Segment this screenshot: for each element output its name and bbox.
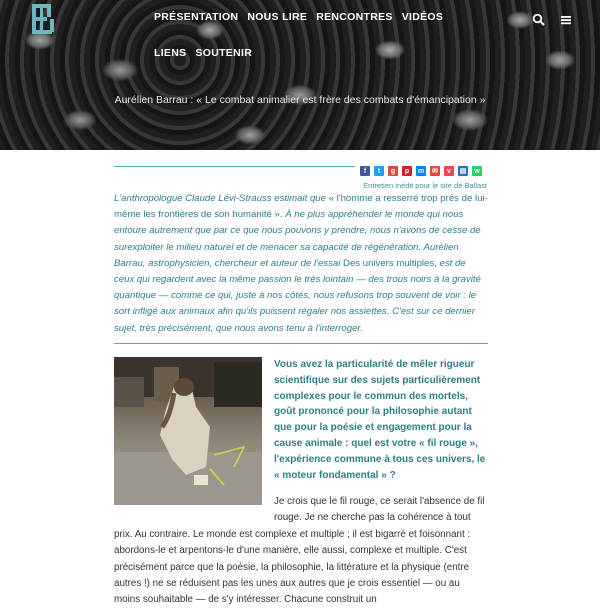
ballast-logo-icon xyxy=(30,2,60,36)
photo-drawing xyxy=(114,357,262,505)
share-divider xyxy=(114,166,355,167)
main-nav-second-row xyxy=(154,47,252,59)
intro-quote: « l'homme a resserré trop près de lui-même les frontières de son humanité ». xyxy=(114,193,488,221)
article-intro xyxy=(114,191,488,337)
intro-book-title: Des univers multiples, xyxy=(340,257,440,269)
share-bar xyxy=(360,166,482,176)
print-icon[interactable]: ▤ xyxy=(459,168,467,175)
facebook-icon[interactable]: f xyxy=(360,166,370,176)
nav-presentation[interactable]: PRÉSENTATION xyxy=(154,11,239,23)
google-plus-icon[interactable]: g xyxy=(388,166,398,176)
whatsapp-icon[interactable]: w xyxy=(472,166,482,176)
menu-icon[interactable] xyxy=(559,13,573,27)
article-title: Aurélien Barrau : « Le combat animalier est frère des combats d'émancipation » xyxy=(114,94,486,106)
hero-banner xyxy=(0,0,600,150)
nav-videos[interactable]: VIDÉOS xyxy=(401,11,444,23)
site-logo[interactable] xyxy=(30,2,60,36)
search-icon[interactable] xyxy=(532,13,546,27)
nav-nous-lire[interactable]: NOUS LIRE xyxy=(247,11,308,23)
main-nav xyxy=(154,11,443,23)
intro-part-2: À ne plus appréhender le monde qui nous entoure autrement que par ce que nous pouvons y prendre, nous n'avons de cesse de surexploiter le milieu naturel et de menacer sa capacité de régénération. Aurélien Barrau, astrophysicien, chercheur et auteur de l'essai xyxy=(114,209,481,269)
messenger-icon[interactable]: m xyxy=(417,167,425,175)
nav-liens[interactable]: LIENS xyxy=(154,47,187,59)
nav-rencontres[interactable]: RENCONTRES xyxy=(316,11,393,23)
intro-part-1: L'anthropologue Claude Lévi-Strauss estimait que xyxy=(114,193,326,204)
interview-answer-start: Je crois que le fil rouge, ce serait l'absence de fil rouge. Je ne cherche pas la cohérence à tout xyxy=(274,496,485,524)
interview-photo xyxy=(114,357,262,505)
twitter-icon[interactable]: t xyxy=(374,166,384,176)
pocket-icon[interactable]: v xyxy=(444,166,454,176)
article-meta: Entretien inédit pour le site de Ballast xyxy=(363,181,487,190)
intro-divider xyxy=(114,343,488,344)
nav-soutenir[interactable]: SOUTENIR xyxy=(195,47,253,59)
email-icon[interactable]: ✉ xyxy=(430,166,440,176)
interview-answer-continued: prix. Au contraire. Le monde est complexe et multiple ; il est bigarré et foisonnant : abordons-le et arpentons-le d'une manière, elle aussi, complexe et multiple. C'est précisément parce que la poésie, la philosophie, la littérature et la physique (entre autres !) ne se réduisent pas les unes aux autres que je crois essentiel — ou au moins souhaitable — de s'y intéresser. Chacune construit un xyxy=(114,529,471,606)
pinterest-icon[interactable]: p xyxy=(402,166,412,176)
intro-part-3: est de ceux qui regardent avec la même passion le très lointain — des trous noirs à la gravité quantique — comme ce qui, juste à nos côtés, nous refusons trop souvent de voir : le sort infligé aux animaux afin qu'ils puissent régaler nos assiettes. C'est sur ce dernier sujet, très précisément, que nous avons tenu à l'interroger. xyxy=(114,257,481,334)
interview-question: Vous avez la particularité de mêler rigueur scientifique sur des sujets particulièrement complexes pour le commun des mortels, goût prononcé pour la philosophie autant que pour la poésie et engagement pour la cause animale : quel est votre « fil rouge », l'expérience commune à tous ces univers, le « moteur fondamental » ? xyxy=(274,359,486,481)
